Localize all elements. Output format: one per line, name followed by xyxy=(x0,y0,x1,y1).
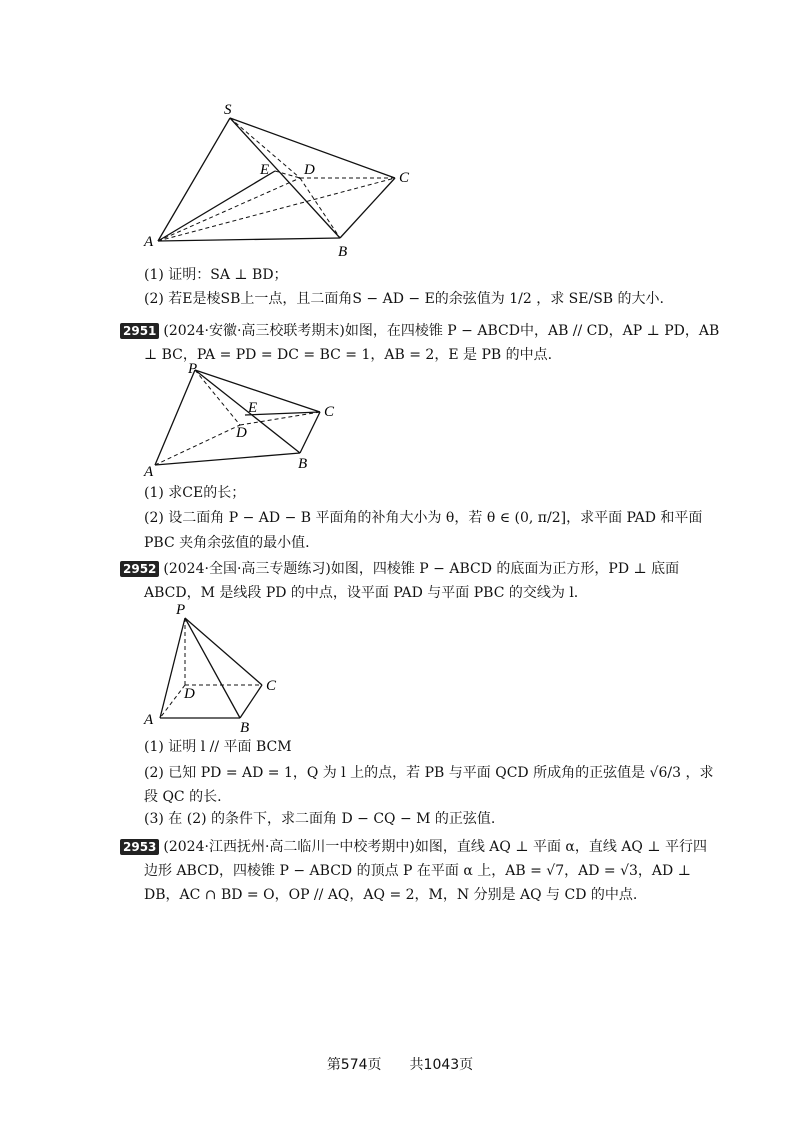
problem-2953-intro-1: 2953 (2024·江西抚州·高二临川一中校考期中)如图，直线 AQ ⊥ 平面 α，直线 AQ ⊥ 平行四 xyxy=(120,838,707,856)
page-footer: 第574页 共1043页 xyxy=(326,1057,474,1073)
label-d: D xyxy=(184,686,195,702)
label-d: D xyxy=(304,162,315,178)
label-b: B xyxy=(240,720,250,735)
problem-2951-q2-1: (2) 设二面角 P − AD − B 平面角的补角大小为 θ，若 θ ∈ (0, π/2]，求平面 PAD 和平面 xyxy=(144,510,703,526)
figure-pyramid-pabcd-2952 xyxy=(140,600,290,735)
problem-2952-q2-1: (2) 已知 PD = AD = 1，Q 为 l 上的点，若 PB 与平面 QCD 所成角的正弦值是 √6/3 ，求 xyxy=(144,765,714,781)
problem-number-badge: 2952 xyxy=(120,561,159,577)
figure-pyramid-pabcd-2951 xyxy=(140,360,350,480)
label-e: E xyxy=(260,162,270,178)
label-b: B xyxy=(298,456,308,472)
label-d: D xyxy=(236,425,247,441)
label-a: A xyxy=(144,234,154,250)
problem-2952-q1: (1) 证明 l // 平面 BCM xyxy=(144,739,292,755)
label-c: C xyxy=(324,404,335,420)
figure-pyramid-sabcd xyxy=(140,98,430,263)
label-p: P xyxy=(188,361,198,377)
problem-2952-intro-2: ABCD，M 是线段 PD 的中点，设平面 PAD 与平面 PBC 的交线为 l. xyxy=(144,585,579,601)
problem-2952-q2-2: 段 QC 的长. xyxy=(144,789,222,805)
label-e: E xyxy=(248,400,258,416)
problem-2950-q2: (2) 若E是棱SB上一点，且二面角S − AD − E的余弦值为 1/2 ，求 SE/SB 的大小. xyxy=(144,291,664,307)
problem-2951-q1: (1) 求CE的长； xyxy=(144,485,246,501)
label-p: P xyxy=(176,602,186,618)
label-a: A xyxy=(144,712,154,728)
label-c: C xyxy=(266,678,277,694)
problem-2952-q3: (3) 在 (2) 的条件下，求二面角 D − CQ − M 的正弦值. xyxy=(144,811,496,827)
problem-2953-intro-3: DB，AC ∩ BD = O，OP // AQ，AQ = 2，M，N 分别是 AQ 与 CD 的中点. xyxy=(144,887,638,903)
problem-number-badge: 2953 xyxy=(120,839,159,855)
label-c: C xyxy=(399,170,410,186)
problem-2950-q1: (1) 证明：SA ⊥ BD； xyxy=(144,267,288,283)
problem-2951-intro-1: 2951 (2024·安徽·高三校联考期末)如图，在四棱锥 P − ABCD中，AB // CD，AP ⊥ PD，AB xyxy=(120,322,719,340)
problem-number-badge: 2951 xyxy=(120,323,159,339)
problem-2952-intro-1: 2952 (2024·全国·高三专题练习)如图，四棱锥 P − ABCD 的底面为正方形，PD ⊥ 底面 xyxy=(120,560,679,578)
problem-2951-q2-2: PBC 夹角余弦值的最小值. xyxy=(144,535,310,551)
label-a: A xyxy=(144,464,154,480)
problem-2951-intro-2: ⊥ BC，PA = PD = DC = BC = 1，AB = 2，E 是 PB 的中点. xyxy=(144,347,553,363)
problem-2953-intro-2: 边形 ABCD，四棱锥 P − ABCD 的顶点 P 在平面 α 上，AB = √7，AD = √3，AD ⊥ xyxy=(144,863,691,879)
label-s: S xyxy=(224,102,232,118)
label-b: B xyxy=(338,244,348,260)
